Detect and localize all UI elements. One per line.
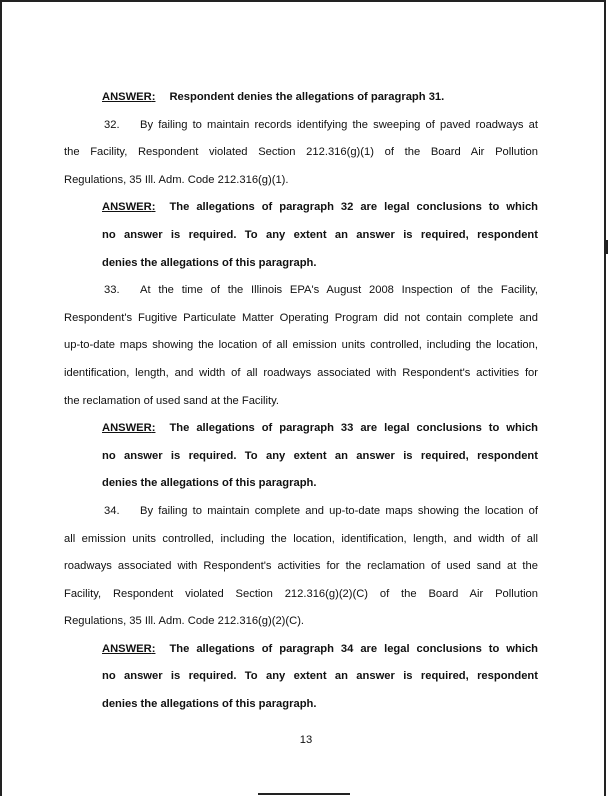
answer-34-line-1: ANSWER: The allegations of paragraph 34 are legal conclusions to which [102, 642, 538, 655]
answer-label: ANSWER: [102, 201, 156, 214]
paragraph-32-line-1: 32. By failing to maintain records identifying the sweeping of paved roadways at [104, 118, 538, 131]
paragraph-33-line-3: up-to-date maps showing the location of all emission units controlled, including the location, [64, 339, 538, 352]
answer-label: ANSWER: [102, 91, 156, 103]
paragraph-32-line-3: Regulations, 35 Ill. Adm. Code 212.316(g)(1). [64, 173, 289, 186]
paragraph-34-line-1: 34. By failing to maintain complete and up-to-date maps showing the location of [104, 504, 538, 517]
answer-33 [64, 415, 538, 498]
paragraph-33 [64, 277, 538, 415]
paragraph-32-line-2: the Facility, Respondent violated Section 212.316(g)(1) of the Board Air Pollution [64, 146, 538, 159]
answer-label: ANSWER: [102, 422, 156, 435]
document-body [64, 84, 538, 719]
answer-34-line-2: no answer is required. To any extent an answer is required, respondent [102, 670, 538, 683]
paragraph-32 [64, 112, 538, 195]
margin-mark [606, 240, 608, 254]
answer-31-line: ANSWER: Respondent denies the allegations of paragraph 31. [102, 91, 445, 103]
answer-32-line-3: denies the allegations of this paragraph. [102, 256, 317, 269]
paragraph-34-line-4: Facility, Respondent violated Section 212.316(g)(2)(C) of the Board Air Pollution [64, 587, 538, 600]
answer-31 [64, 84, 538, 112]
answer-33-line-1: ANSWER: The allegations of paragraph 33 are legal conclusions to which [102, 422, 538, 435]
answer-32 [64, 194, 538, 277]
paragraph-33-line-2: Respondent's Fugitive Particulate Matter Operating Program did not contain complete and [64, 311, 538, 324]
bottom-rule [258, 793, 350, 795]
paragraph-33-line-5: the reclamation of used sand at the Facility. [64, 394, 279, 407]
paragraph-34-line-5: Regulations, 35 Ill. Adm. Code 212.316(g)(2)(C). [64, 615, 305, 628]
page-number: 13 [299, 734, 313, 746]
answer-label: ANSWER: [102, 642, 156, 655]
paragraph-34 [64, 498, 538, 636]
paragraph-34-line-3: roadways associated with Respondent's activities for the reclamation of used sand at the [64, 560, 538, 573]
answer-32-line-1: ANSWER: The allegations of paragraph 32 are legal conclusions to which [102, 201, 538, 214]
answer-33-line-2: no answer is required. To any extent an answer is required, respondent [102, 449, 538, 462]
paragraph-33-line-4: identification, length, and width of all roadways associated with Respondent's activities for [64, 366, 538, 379]
answer-34-line-3: denies the allegations of this paragraph. [102, 698, 317, 711]
paragraph-33-line-1: 33. At the time of the Illinois EPA's August 2008 Inspection of the Facility, [104, 284, 538, 297]
answer-33-line-3: denies the allegations of this paragraph. [102, 477, 317, 490]
paragraph-34-line-2: all emission units controlled, including the location, identification, length, and width of all [64, 532, 538, 545]
answer-32-line-2: no answer is required. To any extent an answer is required, respondent [102, 228, 538, 241]
answer-34 [64, 636, 538, 719]
